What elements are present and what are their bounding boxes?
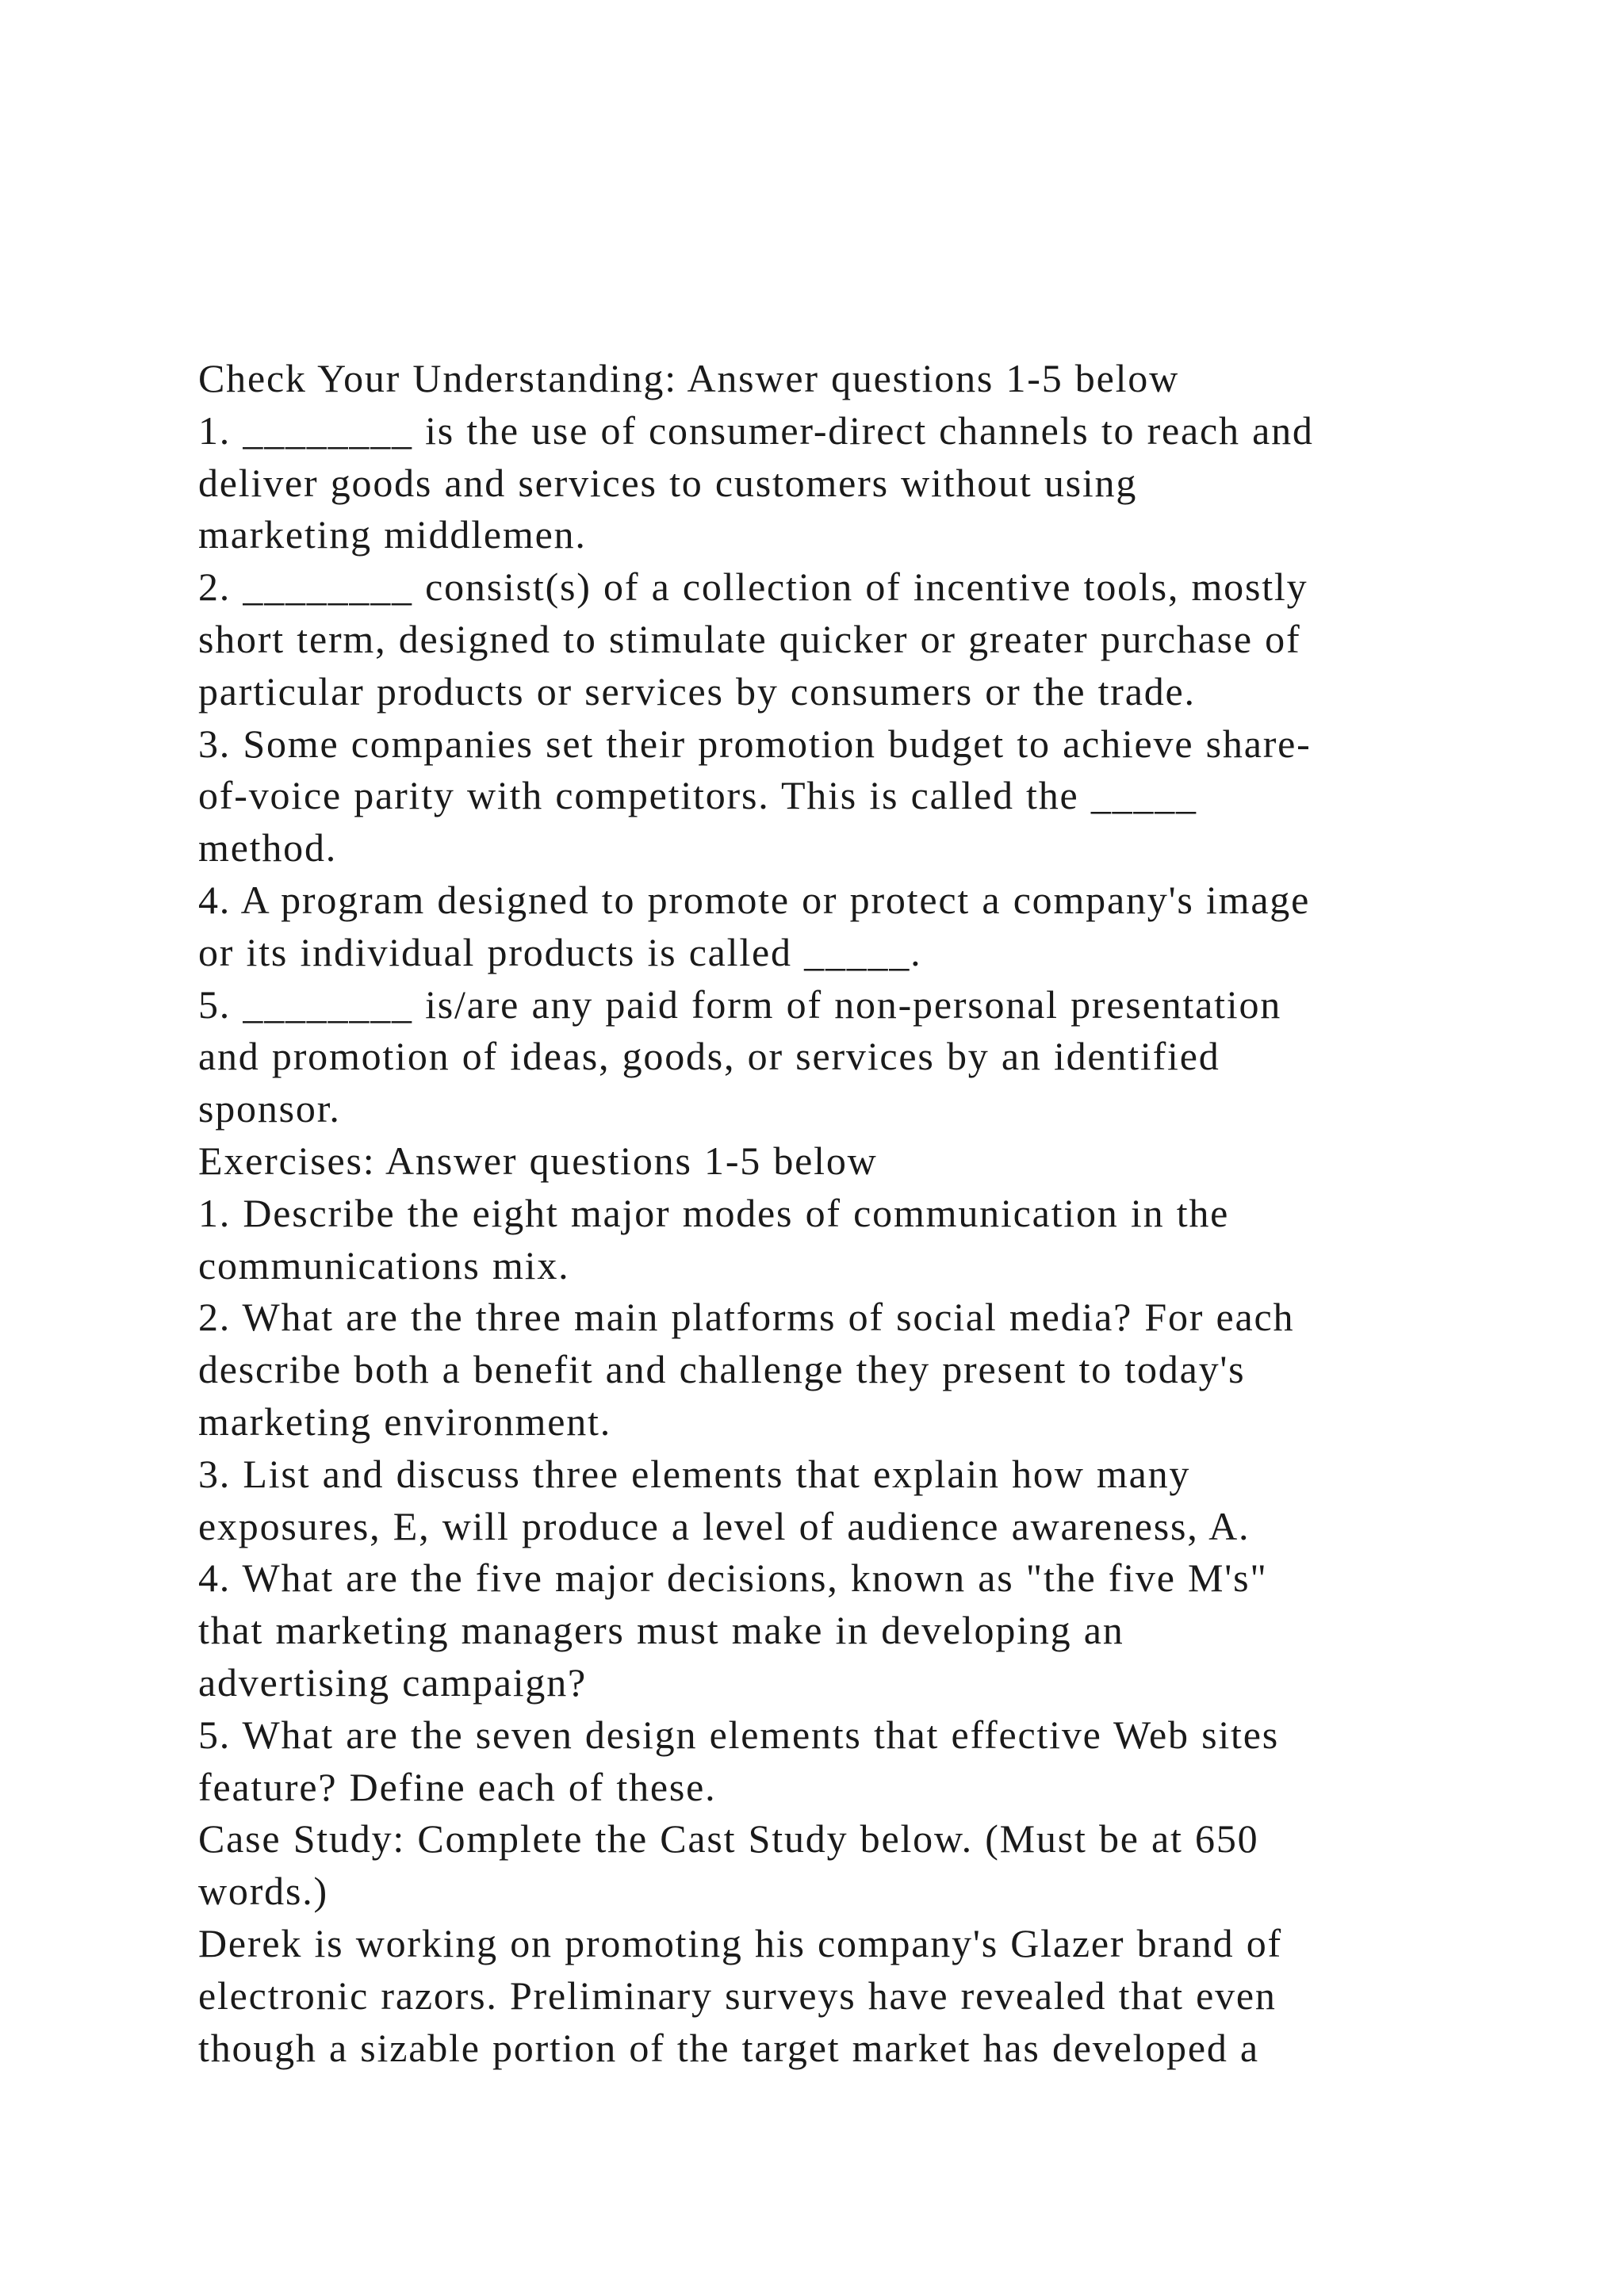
exercise-line: 5. What are the seven design elements that effective Web sites	[198, 1712, 1279, 1757]
question-line: 4. A program designed to promote or protect a company's image	[198, 877, 1311, 922]
question-line: 1. ________ is the use of consumer-direct channels to reach and	[198, 408, 1314, 453]
question-line: marketing middlemen.	[198, 512, 587, 557]
exercise-line: exposures, E, will produce a level of audience awareness, A.	[198, 1503, 1251, 1548]
exercise-line: 4. What are the five major decisions, known as "the five M's"	[198, 1556, 1268, 1601]
case-study-line: words.)	[198, 1869, 328, 1914]
heading-check-your-understanding: Check Your Understanding: Answer questions 1-5 below	[198, 356, 1180, 400]
heading-exercises: Exercises: Answer questions 1-5 below	[198, 1138, 878, 1183]
question-line: 2. ________ consist(s) of a collection of incentive tools, mostly	[198, 564, 1308, 610]
question-line: of-voice parity with competitors. This is called the _____	[198, 773, 1197, 818]
question-line: or its individual products is called _____.	[198, 929, 922, 974]
case-study-line: though a sizable portion of the target market has developed a	[198, 2025, 1259, 2070]
exercise-line: that marketing managers must make in developing an	[198, 1608, 1124, 1653]
exercise-line: communications mix.	[198, 1242, 570, 1288]
exercise-line: feature? Define each of these.	[198, 1764, 717, 1809]
question-line: deliver goods and services to customers without using	[198, 460, 1138, 505]
question-line: sponsor.	[198, 1086, 341, 1131]
heading-case-study: Case Study: Complete the Cast Study below. (Must be at 650	[198, 1816, 1259, 1862]
question-line: 3. Some companies set their promotion budget to achieve share-	[198, 721, 1312, 766]
exercise-line: 2. What are the three main platforms of social media? For each	[198, 1295, 1295, 1340]
exercise-line: marketing environment.	[198, 1399, 612, 1444]
question-line: method.	[198, 825, 338, 871]
question-line: short term, designed to stimulate quicker or greater purchase of	[198, 616, 1301, 661]
question-line: and promotion of ideas, goods, or services by an identified	[198, 1034, 1220, 1079]
case-study-line: electronic razors. Preliminary surveys have revealed that even	[198, 1973, 1277, 2018]
exercise-line: 3. List and discuss three elements that explain how many	[198, 1451, 1191, 1496]
exercise-line: describe both a benefit and challenge they present to today's	[198, 1347, 1246, 1392]
document-text	[198, 353, 1507, 2074]
exercise-line: 1. Describe the eight major modes of communication in the	[198, 1190, 1230, 1235]
question-line: 5. ________ is/are any paid form of non-personal presentation	[198, 982, 1282, 1027]
exercise-line: advertising campaign?	[198, 1659, 588, 1705]
case-study-line: Derek is working on promoting his company's Glazer brand of	[198, 1920, 1282, 1965]
question-line: particular products or services by consumers or the trade.	[198, 668, 1196, 714]
